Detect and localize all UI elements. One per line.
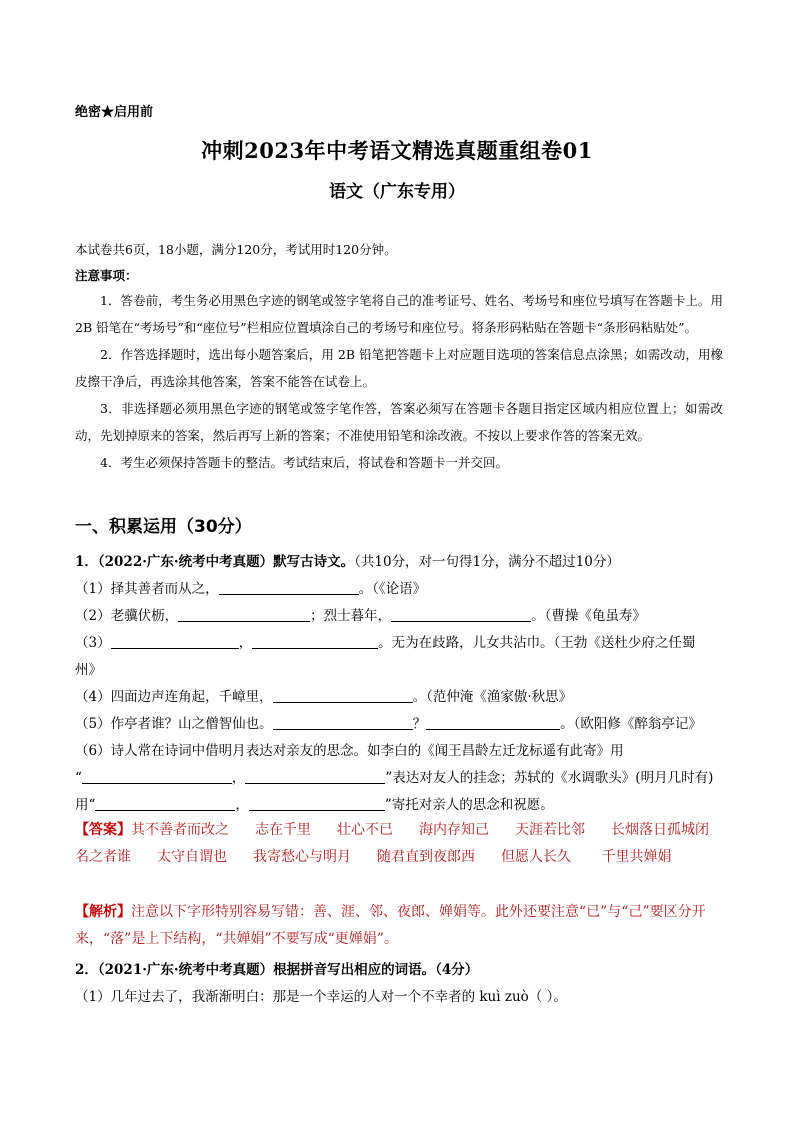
answer-item: 志在千里 [255, 822, 311, 838]
exam-intro: 本试卷共6页，18小题，满分120分，考试用时120分钟。 [75, 242, 397, 257]
line-text: ；烈士暮年， [310, 608, 392, 624]
answer-blank[interactable] [249, 796, 385, 811]
question-2-line-1: （1）几年过去了，我渐渐明白：那是一个幸运的人对一个不幸者的 kuì zuò（ ）。 [75, 989, 567, 1005]
line-text: 。（《论语》 [358, 581, 427, 597]
answer-item: 其不善者而改之 [131, 822, 229, 838]
answer-blank[interactable] [273, 688, 413, 703]
notice-item: 3．非选择题必须用黑色字迹的钢笔或签字笔作答，答案必须写在答题卡各题目指定区域内相应位置上；如需改动，先划掉原来的答案，然后再写上新的答案；不准使用铅笔和涂改液。不按以上要求作答的答案无效。 [75, 401, 723, 443]
explanation-block [75, 899, 725, 953]
line-text: 。（曹操《龟虽寿》 [531, 608, 646, 624]
explanation-text: 注意以下字形特别容易写错：善、涯、邻、夜郎、婵娟等。此外还要注意“已”与“己”要区分开来，“落”是上下结构，“共婵娟”不要写成“更婵娟”。 [75, 904, 706, 947]
line-text: 。无为在歧路，儿女共沾巾。（王勃《送杜少府之任蜀 [378, 635, 696, 651]
question-1-line-7 [75, 766, 713, 786]
line-text: 。（欧阳修《醉翁亭记》 [560, 716, 702, 732]
confidential-label: 绝密★启用前 [75, 105, 154, 120]
answer-blank[interactable] [426, 715, 560, 730]
exam-title: 冲刺2023年中考语文精选真题重组卷01 [201, 138, 593, 163]
answer-item: 太守自谓也 [157, 849, 227, 865]
notice-item: 2．作答选择题时，选出每小题答案后，用 2B 铅笔把答题卡上对应题目选项的答案信息点涂黑；如需改动，用橡皮擦干净后，再选涂其他答案，答案不能答在试卷上。 [75, 347, 723, 389]
explanation-tag: 【解析】 [75, 904, 131, 920]
line-text: 。（范仲淹《渔家傲·秋思》 [412, 689, 573, 705]
notice-title: 注意事项： [75, 268, 138, 283]
answer-blank[interactable] [245, 769, 385, 784]
notice-item: 1．答卷前，考生务必用黑色字迹的钢笔或签字笔将自己的准考证号、姓名、考场号和座位号填写在答题卡上。用 2B 铅笔在“考场号”和“座位号”栏相应位置填涂自己的考场号和座位号。将条形码粘贴在答题卡“条形码粘贴处”。 [75, 293, 723, 335]
answer-blank[interactable] [82, 769, 232, 784]
question-1-heading [75, 550, 620, 570]
question-1-line-3 [75, 631, 695, 651]
notice-item: 4．考生必须保持答题卡的整洁。考试结束后，将试卷和答题卡一并交回。 [100, 455, 508, 470]
answer-item: 但愿人长久 [501, 849, 571, 865]
line-text: （2）老骥伏枥， [75, 608, 179, 624]
answer-item: 天涯若比邻 [515, 822, 585, 838]
question-1-line-8 [75, 793, 554, 813]
answer-blank[interactable] [252, 634, 378, 649]
answer-item: 我寄愁心与明月 [253, 849, 351, 865]
answer-item: 千里共婵娟 [601, 849, 672, 865]
answer-blank[interactable] [95, 796, 235, 811]
answer-item: 壮心不已 [337, 822, 393, 838]
question-1-line-6: （6）诗人常在诗词中借明月表达对亲友的思念。如李白的《闻王昌龄左迁龙标遥有此寄》用 [75, 743, 624, 759]
answer-item: 随君直到夜郎西 [377, 849, 475, 865]
question-1-line-3-cont: 州》 [75, 662, 102, 678]
answer-blank[interactable] [391, 607, 531, 622]
answer-blank[interactable] [111, 634, 239, 649]
answer-blank[interactable] [219, 580, 359, 595]
notice-list [75, 287, 723, 476]
question-1-line-5 [75, 712, 702, 732]
answer-item: 长烟落日孤城闭 [611, 822, 709, 838]
line-text: ？ [412, 716, 427, 732]
line-text: “ [75, 770, 82, 786]
question-2-heading: 2．（2021·广东·统考中考真题）根据拼音写出相应的词语。（4分） [75, 962, 479, 978]
question-1-source: 1．（2022·广东·统考中考真题）默写古诗文。 [75, 554, 355, 570]
line-text: ， [238, 635, 253, 651]
question-1-line-1 [75, 577, 426, 597]
line-text: ”表达对友人的挂念；苏轼的《水调歌头》(明月几时有) [385, 770, 714, 786]
line-text: （1）择其善者而从之， [75, 581, 219, 597]
exam-subtitle: 语文（广东专用） [329, 182, 465, 202]
answer-item: 名之者谁 [75, 849, 131, 865]
line-text: （4）四面边声连角起，千嶂里， [75, 689, 273, 705]
line-text: （5）作亭者谁？山之僧智仙也。 [75, 716, 273, 732]
answer-item: 海内存知己 [419, 822, 489, 838]
answer-block [75, 817, 725, 871]
answer-blank[interactable] [273, 715, 413, 730]
question-1-line-2 [75, 604, 646, 624]
line-text: （3） [75, 635, 111, 651]
question-1-line-4 [75, 685, 572, 705]
line-text: ”寄托对亲人的思念和祝愿。 [384, 797, 554, 813]
question-1-score: （共10分，对一句得1分，满分不超过10分） [354, 554, 620, 570]
line-text: 用“ [75, 797, 96, 813]
answer-blank[interactable] [178, 607, 310, 622]
line-text: ， [235, 797, 249, 813]
section-heading: 一、积累运用（30分） [75, 517, 252, 537]
line-text: ， [231, 770, 246, 786]
answer-tag: 【答案】 [75, 822, 131, 838]
